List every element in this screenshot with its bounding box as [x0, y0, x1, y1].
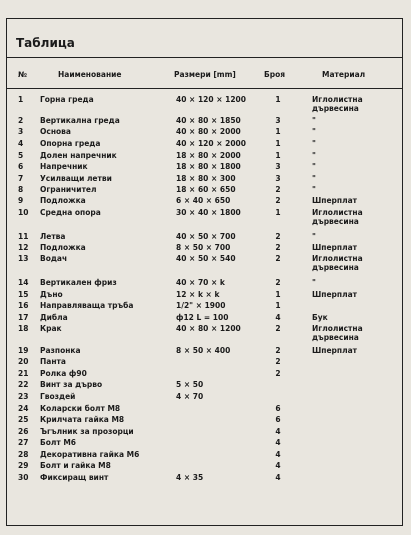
- row-name: Панта: [40, 357, 66, 366]
- row-number: 10: [18, 208, 29, 217]
- row-qty: 1: [275, 95, 281, 104]
- row-number: 26: [18, 427, 29, 436]
- row-qty: 2: [275, 185, 281, 194]
- row-size: 18 × 60 × 650: [176, 185, 236, 194]
- row-qty: 2: [275, 196, 281, 205]
- row-number: 2: [18, 116, 24, 125]
- row-number: 6: [18, 162, 24, 171]
- row-material: ": [312, 174, 316, 183]
- row-name: Вертикален фриз: [40, 278, 117, 287]
- row-material: Шперплат: [312, 290, 357, 299]
- row-material: ": [312, 116, 316, 125]
- row-qty: 2: [275, 278, 281, 287]
- row-size: 8 × 50 × 400: [176, 346, 231, 355]
- row-number: 16: [18, 301, 29, 310]
- row-number: 13: [18, 254, 29, 263]
- row-size: 1/2" × 1900: [176, 301, 226, 310]
- row-size: 4 × 70: [176, 392, 204, 401]
- row-size: 40 × 50 × 700: [176, 232, 236, 241]
- row-number: 12: [18, 243, 29, 252]
- row-name: Коларски болт М8: [40, 404, 121, 413]
- header-bottom-rule: [7, 88, 402, 89]
- row-name: Направляваща тръба: [40, 301, 134, 310]
- row-name: Подложка: [40, 196, 86, 205]
- row-size: ф12 L = 100: [176, 313, 229, 322]
- row-qty: 2: [275, 357, 281, 366]
- row-qty: 1: [275, 290, 281, 299]
- row-number: 4: [18, 139, 24, 148]
- row-name: Летва: [40, 232, 66, 241]
- row-name: Крилчата гайка М8: [40, 415, 125, 424]
- header-name: Наименование: [58, 70, 122, 79]
- row-name: Дъно: [40, 290, 63, 299]
- row-number: 7: [18, 174, 24, 183]
- row-size: 40 × 50 × 540: [176, 254, 236, 263]
- row-qty: 4: [275, 313, 281, 322]
- row-number: 22: [18, 380, 29, 389]
- row-size: 40 × 80 × 1200: [176, 324, 241, 333]
- row-qty: 4: [275, 438, 281, 447]
- row-material: ": [312, 162, 316, 171]
- row-number: 17: [18, 313, 29, 322]
- header-size: Размери [mm]: [174, 70, 236, 79]
- row-name: Разпонка: [40, 346, 81, 355]
- row-number: 28: [18, 450, 29, 459]
- row-size: 4 × 35: [176, 473, 204, 482]
- row-material: Иглолистна дървесина: [312, 95, 363, 113]
- row-size: 30 × 40 × 1800: [176, 208, 241, 217]
- row-number: 14: [18, 278, 29, 287]
- page-title: Таблица: [16, 36, 75, 50]
- row-name: Болт и гайка М8: [40, 461, 111, 470]
- row-name: Напречник: [40, 162, 88, 171]
- row-qty: 3: [275, 174, 281, 183]
- row-number: 5: [18, 151, 24, 160]
- row-number: 20: [18, 357, 29, 366]
- row-number: 21: [18, 369, 29, 378]
- row-size: 5 × 50: [176, 380, 204, 389]
- row-name: Горна греда: [40, 95, 94, 104]
- row-number: 11: [18, 232, 29, 241]
- row-number: 19: [18, 346, 29, 355]
- row-name: Фиксиращ винт: [40, 473, 109, 482]
- row-qty: 6: [275, 415, 281, 424]
- row-qty: 2: [275, 232, 281, 241]
- row-qty: 3: [275, 116, 281, 125]
- row-name: Средна опора: [40, 208, 101, 217]
- row-name: Гвоздей: [40, 392, 76, 401]
- row-qty: 2: [275, 369, 281, 378]
- row-material: ": [312, 127, 316, 136]
- row-material: ": [312, 151, 316, 160]
- row-material: Иглолистна дървесина: [312, 254, 363, 272]
- row-number: 1: [18, 95, 24, 104]
- row-number: 27: [18, 438, 29, 447]
- row-size: 40 × 80 × 2000: [176, 127, 241, 136]
- row-qty: 2: [275, 243, 281, 252]
- row-qty: 2: [275, 254, 281, 263]
- row-name: Подложка: [40, 243, 86, 252]
- row-qty: 1: [275, 301, 281, 310]
- header-top-rule: [7, 57, 402, 58]
- row-size: 12 × k × k: [176, 290, 220, 299]
- row-material: ": [312, 232, 316, 241]
- row-name: Ъгълник за прозорци: [40, 427, 134, 436]
- row-material: Иглолистна дървесина: [312, 208, 363, 226]
- row-material: ": [312, 139, 316, 148]
- row-material: ": [312, 278, 316, 287]
- row-name: Дибла: [40, 313, 68, 322]
- row-qty: 3: [275, 162, 281, 171]
- row-name: Винт за дърво: [40, 380, 103, 389]
- row-name: Долен напречник: [40, 151, 117, 160]
- row-name: Болт М6: [40, 438, 77, 447]
- row-qty: 1: [275, 127, 281, 136]
- row-name: Крак: [40, 324, 62, 333]
- row-size: 40 × 120 × 2000: [176, 139, 246, 148]
- row-material: Шперплат: [312, 346, 357, 355]
- row-qty: 2: [275, 324, 281, 333]
- row-number: 30: [18, 473, 29, 482]
- row-size: 18 × 80 × 2000: [176, 151, 241, 160]
- row-qty: 6: [275, 404, 281, 413]
- row-number: 25: [18, 415, 29, 424]
- row-qty: 1: [275, 151, 281, 160]
- row-material: ": [312, 185, 316, 194]
- row-size: 6 × 40 × 650: [176, 196, 231, 205]
- row-number: 24: [18, 404, 29, 413]
- row-size: 18 × 80 × 300: [176, 174, 236, 183]
- row-number: 29: [18, 461, 29, 470]
- row-size: 40 × 70 × k: [176, 278, 225, 287]
- row-qty: 4: [275, 473, 281, 482]
- row-qty: 1: [275, 208, 281, 217]
- row-qty: 2: [275, 346, 281, 355]
- row-name: Усилващи летви: [40, 174, 112, 183]
- row-number: 23: [18, 392, 29, 401]
- row-qty: 1: [275, 139, 281, 148]
- row-size: 8 × 50 × 700: [176, 243, 231, 252]
- row-size: 40 × 80 × 1850: [176, 116, 241, 125]
- row-name: Ограничител: [40, 185, 97, 194]
- row-qty: 4: [275, 461, 281, 470]
- row-name: Водач: [40, 254, 68, 263]
- header-no: №: [18, 70, 28, 79]
- header-material: Материал: [322, 70, 366, 79]
- row-name: Вертикална греда: [40, 116, 120, 125]
- row-size: 40 × 120 × 1200: [176, 95, 246, 104]
- row-material: Бук: [312, 313, 328, 322]
- row-qty: 4: [275, 427, 281, 436]
- row-name: Опорна греда: [40, 139, 101, 148]
- row-number: 8: [18, 185, 24, 194]
- row-number: 15: [18, 290, 29, 299]
- row-material: Шперплат: [312, 196, 357, 205]
- row-number: 3: [18, 127, 24, 136]
- row-name: Декоративна гайка М6: [40, 450, 140, 459]
- row-name: Основа: [40, 127, 71, 136]
- row-number: 9: [18, 196, 24, 205]
- row-name: Ролка ф90: [40, 369, 87, 378]
- row-material: Шперплат: [312, 243, 357, 252]
- row-material: Иглолистна дървесина: [312, 324, 363, 342]
- header-qty: Броя: [264, 70, 286, 79]
- row-size: 18 × 80 × 1800: [176, 162, 241, 171]
- row-number: 18: [18, 324, 29, 333]
- row-qty: 4: [275, 450, 281, 459]
